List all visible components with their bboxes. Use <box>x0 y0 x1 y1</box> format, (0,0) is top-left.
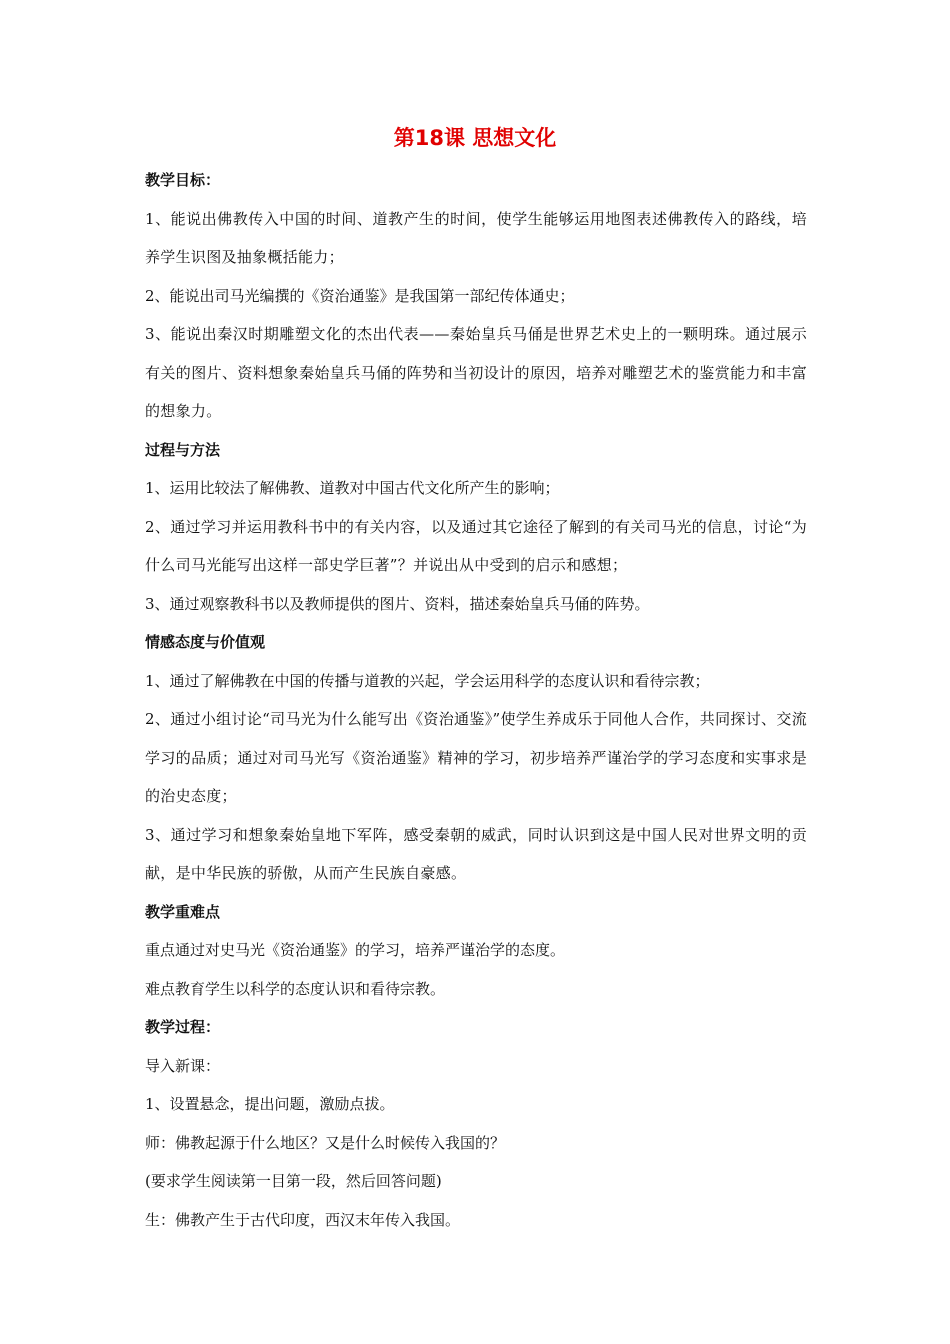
goal-item-1: 1、能说出佛教传入中国的时间、道教产生的时间，使学生能够运用地图表述佛教传入的路线，培养学生识图及抽象概括能力； <box>145 209 807 266</box>
document-body <box>145 161 807 1239</box>
procedure-line-5: 生：佛教产生于古代印度，西汉末年传入我国。 <box>145 1210 461 1229</box>
emotion-item-3: 3、通过学习和想象秦始皇地下军阵，感受秦朝的威武，同时认识到这是中国人民对世界文明的贡献，是中华民族的骄傲，从而产生民族自豪感。 <box>145 825 807 882</box>
section-heading-process: 过程与方法 <box>145 440 221 459</box>
page-title: 第18课 思想文化 <box>393 126 557 150</box>
emotion-item-1: 1、通过了解佛教在中国的传播与道教的兴起，学会运用科学的态度认识和看待宗教； <box>145 671 710 690</box>
procedure-line-1: 导入新课： <box>145 1056 221 1075</box>
process-item-3: 3、通过观察教科书以及教师提供的图片、资料，描述秦始皇兵马俑的阵势。 <box>145 594 650 613</box>
procedure-line-4: (要求学生阅读第一目第一段，然后回答问题) <box>145 1172 442 1190</box>
section-heading-emotion: 情感态度与价值观 <box>145 633 266 651</box>
goal-item-3: 3、能说出秦汉时期雕塑文化的杰出代表——秦始皇兵马俑是世界艺术史上的一颗明珠。通过展示有关的图片、资料想象秦始皇兵马俑的阵势和当初设计的原因，培养对雕塑艺术的鉴赏能力和丰富的想象力。 <box>145 325 807 420</box>
procedure-line-3: 师：佛教起源于什么地区？又是什么时候传入我国的？ <box>145 1133 506 1152</box>
procedure-line-2: 1、设置悬念，提出问题，激励点拔。 <box>145 1095 395 1113</box>
goal-item-2: 2、能说出司马光编撰的《资治通鉴》是我国第一部纪传体通史； <box>145 286 575 305</box>
process-item-1: 1、运用比较法了解佛教、道教对中国古代文化所产生的影响； <box>145 479 560 497</box>
section-heading-procedure: 教学过程： <box>145 1018 221 1036</box>
process-item-2: 2、通过学习并运用教科书中的有关内容，以及通过其它途径了解到的有关司马光的信息，讨论“为什么司马光能写出这样一部史学巨著”？并说出从中受到的启示和感想； <box>145 517 807 574</box>
keypoint-difficulty: 难点教育学生以科学的态度认识和看待宗教。 <box>145 979 446 998</box>
emotion-item-2: 2、通过小组讨论“司马光为什么能写出《资治通鉴》”使学生养成乐于同他人合作，共同探讨、交流学习的品质；通过对司马光写《资治通鉴》精神的学习，初步培养严谨治学的学习态度和实事求是的治史态度； <box>145 710 807 805</box>
keypoint-focus: 重点通过对史马光《资治通鉴》的学习，培养严谨治学的态度。 <box>145 941 566 959</box>
section-heading-keypoints: 教学重难点 <box>145 902 221 921</box>
section-heading-goals: 教学目标： <box>145 171 221 189</box>
